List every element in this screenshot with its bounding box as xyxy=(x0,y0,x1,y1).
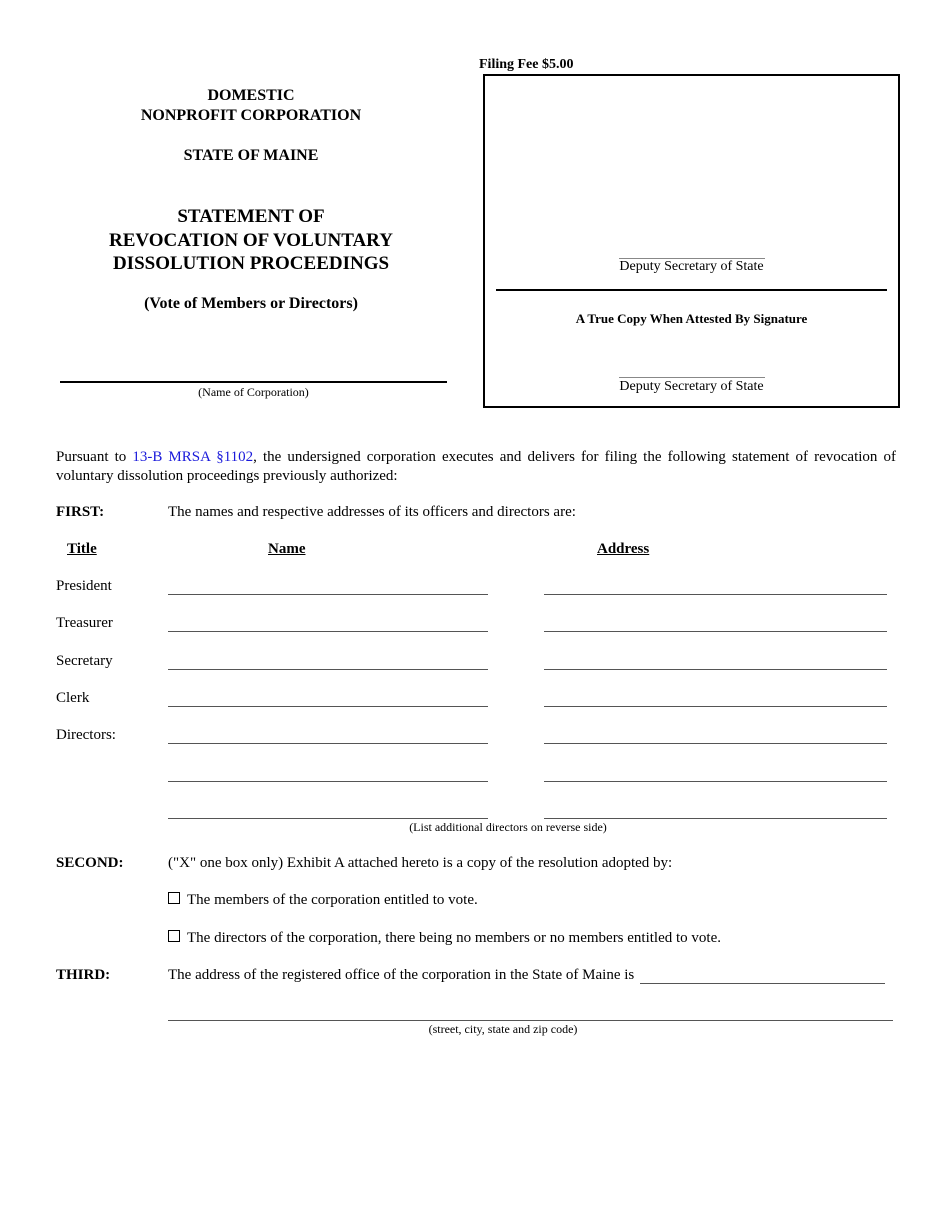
treasurer-name-field[interactable] xyxy=(168,631,488,632)
president-address-field[interactable] xyxy=(544,594,887,595)
row-label-treasurer: Treasurer xyxy=(56,615,113,631)
treasurer-address-field[interactable] xyxy=(544,631,887,632)
form-type-line1: DOMESTIC xyxy=(207,87,295,104)
director-1-address-field[interactable] xyxy=(544,743,887,744)
deputy-signature-line-2 xyxy=(619,377,765,378)
secretary-name-field[interactable] xyxy=(168,669,488,670)
column-header-address: Address xyxy=(597,541,650,557)
director-3-address-field[interactable] xyxy=(544,818,887,819)
intro-suffix: , the undersigned corporation executes and delivers for filing the following statement of revocation of voluntary dissolution proceedings previously authorized: xyxy=(56,449,896,484)
title-line2: REVOCATION OF VOLUNTARY xyxy=(109,230,393,251)
option-directors xyxy=(168,930,721,947)
clerk-name-field[interactable] xyxy=(168,706,488,707)
option-directors-label: The directors of the corporation, there being no members or no members entitled to vote. xyxy=(187,930,722,946)
deputy-caption-2: Deputy Secretary of State xyxy=(619,379,764,394)
registered-office-field[interactable] xyxy=(640,983,885,984)
corporation-name-caption: (Name of Corporation) xyxy=(198,385,309,399)
second-text: ("X" one box only) Exhibit A attached hereto is a copy of the resolution adopted by: xyxy=(168,855,673,871)
director-3-name-field[interactable] xyxy=(168,818,488,819)
filing-fee: Filing Fee $5.00 xyxy=(479,57,574,72)
director-2-name-field[interactable] xyxy=(168,781,488,782)
director-2-address-field[interactable] xyxy=(544,781,887,782)
corporation-name-field[interactable] xyxy=(60,381,447,383)
column-header-name: Name xyxy=(268,541,306,557)
option-members-label: The members of the corporation entitled to vote. xyxy=(187,892,478,908)
intro-paragraph xyxy=(56,448,896,486)
first-text: The names and respective addresses of its officers and directors are: xyxy=(168,504,576,520)
subtitle: (Vote of Members or Directors) xyxy=(144,295,358,312)
second-label: SECOND: xyxy=(56,855,124,871)
box-divider xyxy=(496,289,887,291)
director-1-name-field[interactable] xyxy=(168,743,488,744)
column-header-title: Title xyxy=(67,541,97,557)
address-caption: (street, city, state and zip code) xyxy=(428,1022,578,1036)
form-type-line2: NONPROFIT CORPORATION xyxy=(140,107,362,124)
row-label-directors: Directors: xyxy=(56,727,116,743)
deputy-caption-1: Deputy Secretary of State xyxy=(619,259,764,274)
intro-prefix: Pursuant to xyxy=(56,449,133,465)
members-checkbox[interactable] xyxy=(168,892,180,904)
third-label: THIRD: xyxy=(56,967,111,983)
directors-checkbox[interactable] xyxy=(168,930,180,942)
first-label: FIRST: xyxy=(56,504,105,520)
true-copy-caption: A True Copy When Attested By Signature xyxy=(575,311,808,326)
president-name-field[interactable] xyxy=(168,594,488,595)
clerk-address-field[interactable] xyxy=(544,706,887,707)
additional-directors-note: (List additional directors on reverse side) xyxy=(409,820,607,834)
registered-office-address-field[interactable] xyxy=(168,1020,893,1021)
secretary-address-field[interactable] xyxy=(544,669,887,670)
state-heading: STATE OF MAINE xyxy=(183,147,319,164)
third-text: The address of the registered office of the corporation in the State of Maine is xyxy=(168,967,635,983)
filing-box xyxy=(483,74,900,408)
option-members xyxy=(168,892,478,909)
title-line1: STATEMENT OF xyxy=(177,206,325,227)
title-line3: DISSOLUTION PROCEEDINGS xyxy=(112,253,390,274)
row-label-clerk: Clerk xyxy=(56,690,90,706)
row-label-president: President xyxy=(56,578,112,594)
row-label-secretary: Secretary xyxy=(56,653,113,669)
statute-link[interactable]: 13-B MRSA §1102 xyxy=(132,449,254,465)
